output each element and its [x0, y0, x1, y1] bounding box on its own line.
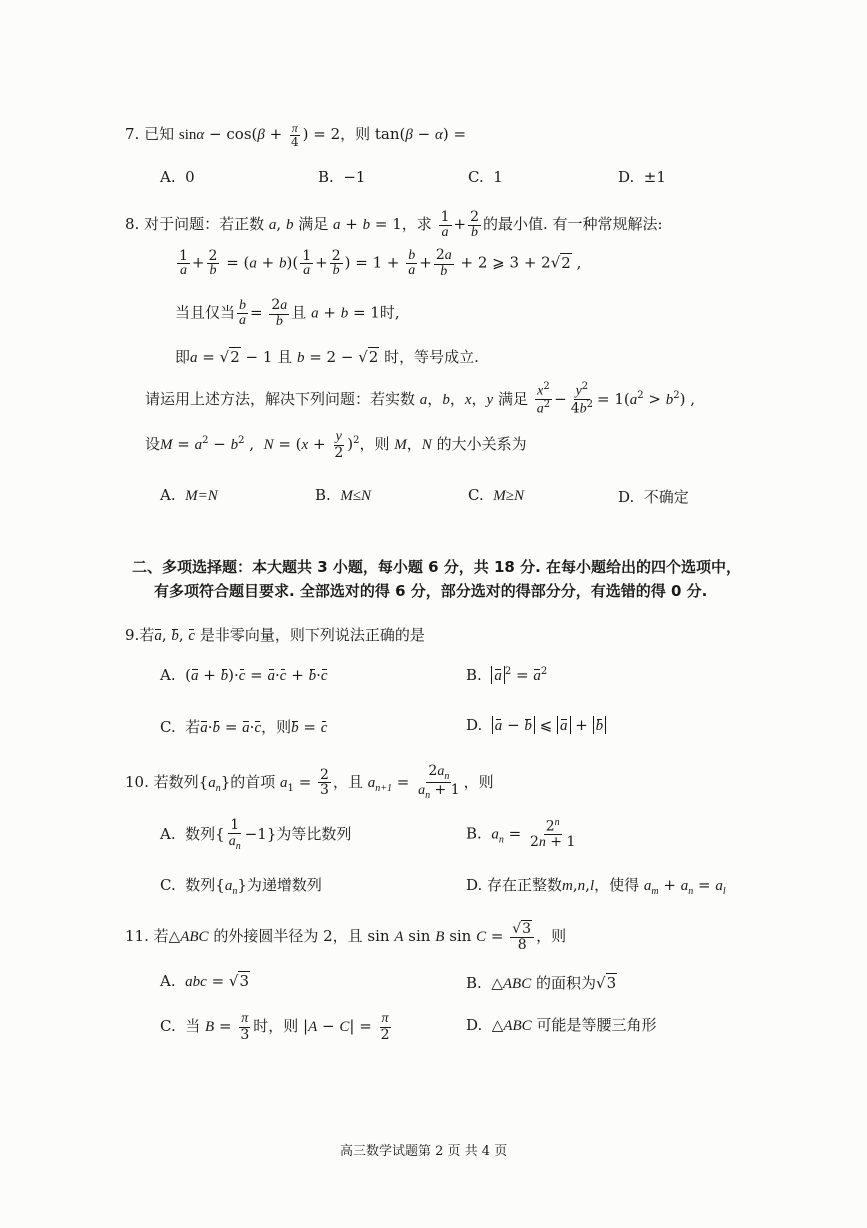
- option-text: ±1: [643, 168, 666, 186]
- option-text: 为等比数列: [276, 824, 352, 843]
- stem-text: 设: [145, 435, 161, 454]
- q8-solution-line-2: 当且仅当 $\frac{b}{a}$ = $\frac{2a}{b}$ 且 a + b = 1时,: [175, 297, 400, 329]
- stem-text: ，则: [340, 125, 371, 144]
- question-8-stem: 8. 对于问题：若正数 a, b 满足 a + b = 1，求 $\frac{1}{a}$ + $\frac{2}{b}$ 的最小值. 有一种常规解法:: [125, 209, 663, 240]
- stem-text: 且: [277, 348, 293, 366]
- option-text: ，则: [261, 718, 292, 736]
- question-7-stem: 7. 已知 sinα − cos(β + $\frac{\pi}{4}$ ) = 2，则 tan(β − α) =: [125, 121, 467, 149]
- stem-text: 时,: [379, 303, 400, 322]
- q10-option-c: C. 数列$\{a_n\}$为递增数列: [160, 876, 322, 897]
- option-text: 数列: [185, 876, 216, 894]
- q7-option-d: D. ±1: [618, 168, 666, 186]
- stem-text: 若△: [153, 927, 181, 946]
- option-text: ，使得: [594, 876, 640, 894]
- stem-text: 当且仅当: [175, 303, 236, 322]
- stem-text: ，则: [536, 927, 567, 946]
- stem-text: 满足: [497, 389, 528, 408]
- q10-option-d: D. 存在正整数m,n,l，使得 $a_m + a_n = a_l$: [466, 876, 726, 897]
- q9-option-c: C. 若a·b = a·c，则b = c: [160, 718, 328, 736]
- option-text: 为递增数列: [246, 876, 322, 894]
- q8-problem-line: 请运用上述方法，解决下列问题：若实数 a，b，x，y 满足 $\frac{x^2}{a^2}$ − $\frac{y^2}{4b^2}$ = $1(a^2 > b^2)$ ,: [145, 381, 695, 417]
- q8-problem-line-2: 设$M = a^2 - b^2$ , N = (x + $\frac{y}{2}$ )$^2$，则 M，N 的大小关系为: [145, 429, 527, 461]
- question-number: 10.: [125, 772, 149, 791]
- option-text: 存在正整数: [487, 876, 563, 894]
- stem-text: 已知: [144, 125, 175, 144]
- stem-text: 是非零向量，则下列说法正确的是: [199, 626, 425, 644]
- question-9-stem: 9.若a, b, c 是非零向量，则下列说法正确的是: [125, 626, 425, 644]
- stem-text: 的外接圆半径为 2，且: [213, 927, 363, 946]
- stem-text: 请运用上述方法，解决下列问题：若实数: [145, 389, 416, 408]
- q8-solution-line-1: $\frac{1}{a}$ + $\frac{2}{b}$ = (a + b)( $\frac{1}{a}$ + $\frac{2}{b}$ ) = 1 + $\frac{b}{a}$ + $\frac{2a}{b}$ + 2 ⩾ 3 + 2√2 ,: [179, 247, 582, 279]
- question-11-stem: 11. 若△ABC 的外接圆半径为 2，且 sin A sin B sin C = $\frac{√3}{8}$ ，则: [125, 921, 567, 953]
- question-number: 9.: [125, 626, 140, 644]
- q8-option-d: D. 不确定: [618, 488, 689, 506]
- stem-text: 且: [291, 303, 307, 322]
- stem-text: ，则: [359, 435, 390, 454]
- stem-text: 即: [175, 348, 191, 366]
- option-text: 当: [185, 1017, 201, 1036]
- stem-text: 的首项: [230, 772, 276, 791]
- q9-option-a: A. (a + b)·c = a·c + b·c: [160, 666, 328, 684]
- q8-option-a: A. M=N: [160, 486, 218, 504]
- question-number: 11.: [125, 927, 149, 946]
- q9-option-d: D. a − b ⩽ a + b: [466, 716, 606, 735]
- option-text: 不确定: [643, 488, 689, 506]
- q7-option-b: B. −1: [318, 168, 366, 186]
- option-text: 时，则: [253, 1017, 299, 1036]
- option-text: △: [491, 1016, 504, 1034]
- q10-option-a: A. 数列{ $\frac{1}{a_n}$ −1}为等比数列: [160, 817, 352, 852]
- option-text: M=N: [185, 488, 218, 504]
- q10-option-b: B. $a_n$ = $\frac{2^n}{2n + 1}$: [466, 817, 576, 851]
- q8-option-b: B. M≤N: [315, 486, 372, 504]
- page-footer: 高三数学试题第 2 页 共 4 页: [340, 1144, 508, 1159]
- section-2-instructions: 有多项符合题目要求. 全部选对的得 6 分，部分选对的得部分分，有选错的得 0 分.: [154, 582, 708, 600]
- stem-text: 满足: [298, 215, 329, 234]
- stem-text: 的大小关系为: [436, 435, 527, 454]
- q9-option-b: B. a $^2 = a^2$: [466, 666, 548, 684]
- question-number: 7.: [125, 125, 140, 144]
- question-10-stem: 10. 若数列$\{a_n\}$的首项 $a_1$ = $\frac{2}{3}$ ，且 $a_{n+1}$ = $\frac{2a_n}{a_n + 1}$ ，则: [125, 763, 494, 802]
- option-text: 数列: [185, 824, 216, 843]
- stem-text: 若: [139, 626, 155, 644]
- q11-option-d: D. △ABC 可能是等腰三角形: [466, 1016, 657, 1034]
- stem-text: 时，等号成立.: [384, 348, 479, 366]
- q8-solution-line-3: 即a = √2 − 1 且 b = 2 − √2 时，等号成立.: [175, 348, 479, 366]
- q11-option-b: B. △ABC 的面积为√3: [466, 974, 617, 992]
- stem-text: 对于问题：若正数: [144, 215, 265, 234]
- stem-text: ，则: [463, 772, 494, 791]
- q7-option-a: A. 0: [160, 168, 195, 186]
- option-text: 0: [185, 168, 195, 186]
- q11-option-c: C. 当 B = $\frac{\pi}{3}$ 时，则 |A − C| = $\frac{\pi}{2}$: [160, 1011, 390, 1043]
- option-text: △: [491, 974, 503, 992]
- stem-text: 若数列: [153, 772, 199, 791]
- question-number: 8.: [125, 215, 140, 234]
- option-text: −1: [343, 168, 366, 186]
- q8-option-c: C. M≥N: [468, 486, 524, 504]
- option-text: 1: [493, 168, 503, 186]
- option-text: 若: [185, 718, 201, 736]
- q11-option-a: A. abc = √3: [160, 972, 250, 990]
- stem-text: ，且: [332, 772, 363, 791]
- q7-option-c: C. 1: [468, 168, 503, 186]
- option-text: 可能是等腰三角形: [536, 1016, 657, 1034]
- option-text: M≥N: [493, 488, 524, 504]
- section-2-heading: 二、多项选择题：本大题共 3 小题，每小题 6 分，共 18 分. 在每小题给出的四个选项中，: [132, 558, 742, 576]
- option-text: M≤N: [340, 488, 372, 504]
- option-text: 的面积为: [536, 974, 597, 992]
- stem-text: 的最小值. 有一种常规解法:: [483, 215, 663, 234]
- stem-text: ，求: [401, 215, 432, 234]
